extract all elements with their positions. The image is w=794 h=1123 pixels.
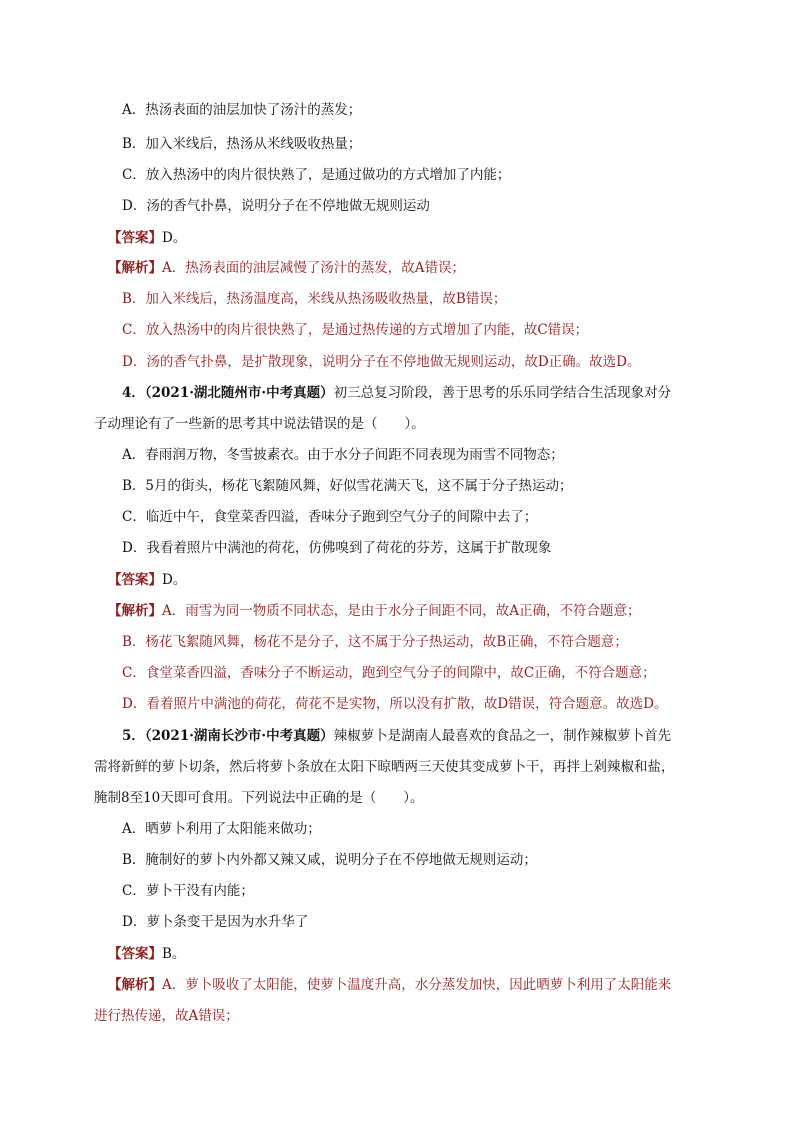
q5-answer: 【答案】B。 (108, 946, 186, 962)
q5-stem-cont-2: 腌制8至10天即可食用。下列说法中正确的是（ ）。 (94, 790, 424, 806)
q3-analysis-c: C．放入热汤中的肉片很快熟了，是通过热传递的方式增加了内能，故C错误； (122, 322, 589, 338)
q5-option-b: B．腌制好的萝卜内外都又辣又咸，说明分子在不停地做无规则运动； (122, 852, 537, 868)
q4-source: 4．（2021·湖北随州市·中考真题） (122, 385, 334, 401)
q4-analysis-c: C．食堂菜香四溢，香味分子不断运动，跑到空气分子的间隙中，故C正确，不符合题意； (122, 665, 656, 681)
q3-analysis-d: D．汤的香气扑鼻，是扩散现象，说明分子在不停地做无规则运动，故D正确。故选D。 (122, 354, 641, 370)
q5-option-d: D．萝卜条变干是因为水升华了 (122, 914, 309, 930)
q4-option-a: A．春雨润万物，冬雪披素衣。由于水分子间距不同表现为雨雪不同物态； (122, 447, 564, 463)
q5-stem: 5．（2021·湖南长沙市·中考真题）辣椒萝卜是湖南人最喜欢的食品之一，制作辣椒萝卜首先 (122, 728, 672, 744)
q4-option-b: B．5月的街头，杨花飞絮随风舞，好似雪花满天飞，这不属于分子热运动； (122, 478, 573, 494)
q5-source: 5．（2021·湖南长沙市·中考真题） (122, 728, 334, 744)
q3-option-c: C．放入热汤中的肉片很快熟了，是通过做功的方式增加了内能； (122, 167, 511, 183)
analysis-tag: 【解析】 (108, 260, 162, 276)
analysis-tag: 【解析】 (108, 603, 162, 619)
q4-analysis-d: D．看着照片中满池的荷花，荷花不是实物，所以没有扩散，故D错误，符合题意。故选D。 (122, 696, 668, 712)
analysis-tag: 【解析】 (108, 977, 162, 993)
q5-stem-cont-1: 需将新鲜的萝卜切条，然后将萝卜条放在太阳下晾晒两三天使其变成萝卜干，再拌上剁辣椒和盐， (94, 759, 675, 775)
answer-tag: 【答案】 (108, 946, 162, 962)
q3-option-a: A．热汤表面的油层加快了汤汁的蒸发； (122, 102, 362, 118)
q4-option-d: D．我看着照片中满池的荷花，仿佛嗅到了荷花的芬芳，这属于扩散现象 (122, 540, 552, 556)
q5-option-a: A．晒萝卜利用了太阳能来做功； (122, 821, 321, 837)
q3-answer: 【答案】D。 (108, 230, 187, 246)
q4-analysis-b: B．杨花飞絮随风舞，杨花不是分子，这不属于分子热运动，故B正确，不符合题意； (122, 634, 628, 650)
q3-analysis-b: B．加入米线后，热汤温度高，米线从热汤吸收热量，故B错误； (122, 291, 507, 307)
q4-stem: 4．（2021·湖北随州市·中考真题）初三总复习阶段，善于思考的乐乐同学结合生活现象对分 (122, 385, 672, 401)
q5-analysis: 【解析】A．萝卜吸收了太阳能，使萝卜温度升高，水分蒸发加快，因此晒萝卜利用了太阳能来 (108, 977, 672, 993)
q5-option-c: C．萝卜干没有内能； (122, 883, 254, 899)
q4-analysis: 【解析】A．雨雪为同一物质不同状态，是由于水分子间距不同，故A正确，不符合题意； (108, 603, 641, 619)
answer-tag: 【答案】 (108, 230, 162, 246)
q4-stem-cont: 子动理论有了一些新的思考其中说法错误的是（ ）。 (94, 416, 425, 432)
q4-option-c: C．临近中午，食堂菜香四溢，香味分子跑到空气分子的间隙中去了； (122, 509, 538, 525)
q5-analysis-cont: 进行热传递，故A错误； (94, 1008, 239, 1024)
q3-analysis: 【解析】A．热汤表面的油层减慢了汤汁的蒸发，故A错误； (108, 260, 465, 276)
q3-option-d: D．汤的香气扑鼻，说明分子在不停地做无规则运动 (122, 198, 430, 214)
answer-tag: 【答案】 (108, 572, 162, 588)
q4-answer: 【答案】D。 (108, 572, 187, 588)
q3-option-b: B．加入米线后，热汤从米线吸收热量； (122, 136, 362, 152)
